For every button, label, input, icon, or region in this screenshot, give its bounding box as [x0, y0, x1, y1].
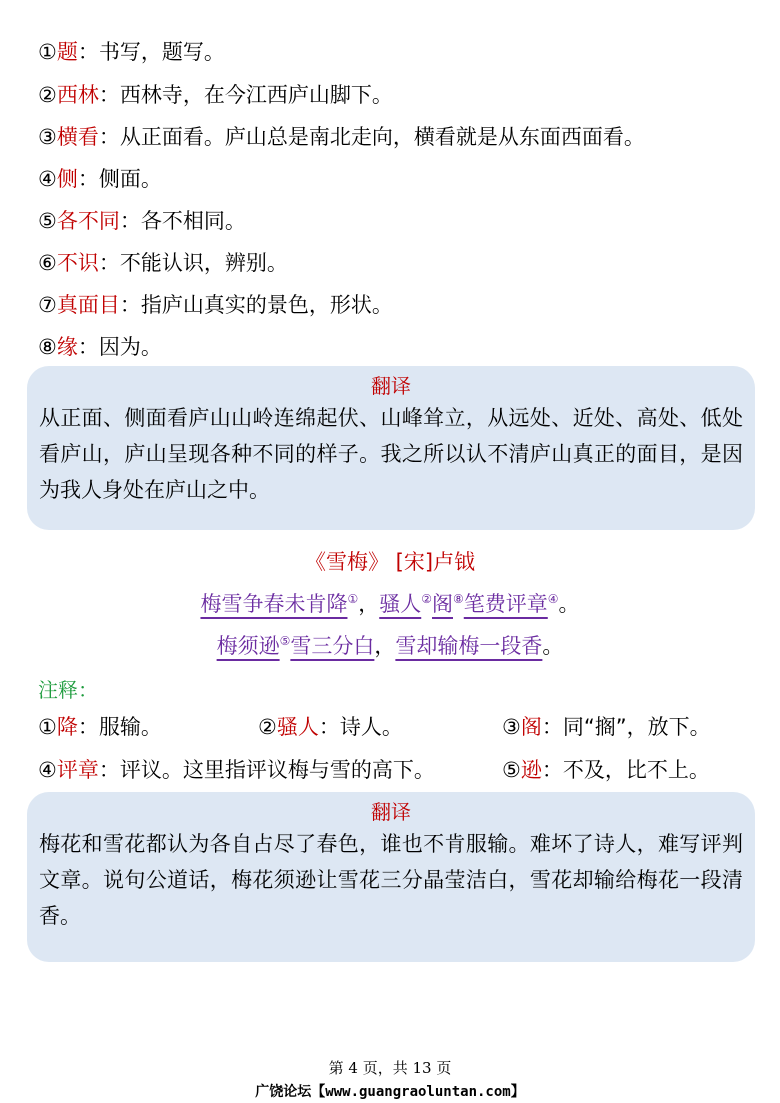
poem-segment: 阁: [432, 592, 453, 616]
note-term: 侧: [56, 167, 78, 191]
poem-segment: 笔费评章: [463, 592, 548, 616]
note-number: ②: [258, 715, 277, 739]
note-item: [38, 80, 393, 110]
poem-segment: 梅须逊: [216, 634, 280, 658]
note-item: [38, 712, 162, 742]
note-item: [38, 755, 435, 785]
note-term: 题: [56, 40, 78, 64]
note-number: ⑤: [502, 758, 521, 782]
note-definition: ：从正面看。庐山总是南北走向，横看就是从东面西面看。: [98, 125, 645, 149]
footnote-marker: ⑤: [279, 634, 291, 648]
note-term: 各不同: [56, 209, 120, 233]
note-definition: ：评议。这里指评议梅与雪的高下。: [98, 758, 435, 782]
poem-segment: 。: [542, 634, 564, 658]
note-item: [38, 164, 162, 194]
note-term: 缘: [56, 335, 78, 359]
translation-box: [27, 792, 755, 962]
note-definition: ：因为。: [77, 335, 162, 359]
note-number: ⑤: [38, 209, 57, 233]
site-footer: 广饶论坛【www.guangraoluntan.com】: [255, 1084, 525, 1100]
note-number: ⑧: [38, 335, 57, 359]
note-item: [38, 206, 246, 236]
note-number: ①: [38, 40, 57, 64]
note-item: [38, 290, 393, 320]
note-term: 阁: [520, 715, 542, 739]
poem-title: 《雪梅》 [宋]卢钺: [304, 550, 476, 574]
poem-segment: 雪却输梅一段香: [395, 634, 543, 658]
poem-line-2: [0, 630, 780, 660]
poem-segment: ，: [358, 592, 380, 616]
translation-text: 梅花和雪花都认为各自占尽了春色，谁也不肯服输。难坏了诗人，难写评判文章。说句公道话，梅花须逊让雪花三分晶莹洁白，雪花却输给梅花一段清香。: [39, 832, 743, 928]
note-definition: ：指庐山真实的景色，形状。: [119, 293, 393, 317]
note-item: [38, 122, 645, 152]
note-term: 横看: [56, 125, 99, 149]
note-definition: ：各不相同。: [119, 209, 246, 233]
note-item: [38, 248, 288, 278]
note-number: ④: [38, 758, 57, 782]
footnote-marker: ①: [347, 592, 359, 606]
note-term: 真面目: [56, 293, 120, 317]
poem-segment: 梅雪争春未肯降: [200, 592, 348, 616]
note-item: [38, 332, 162, 362]
note-item: [502, 755, 710, 785]
translation-text: 从正面、侧面看庐山山岭连绵起伏、山峰耸立，从远处、近处、高处、低处看庐山，庐山呈现各种不同的样子。我之所以认不清庐山真正的面目，是因为我人身处在庐山之中。: [39, 406, 743, 502]
translation-title: 翻译: [371, 800, 411, 824]
note-definition: ：侧面。: [77, 167, 162, 191]
note-definition: ：西林寺，在今江西庐山脚下。: [98, 83, 393, 107]
notes-label: 注释：: [38, 678, 98, 702]
note-number: ⑥: [38, 251, 57, 275]
note-number: ④: [38, 167, 57, 191]
footnote-marker: ②: [421, 592, 432, 606]
page-number: 第 4 页，共 13 页: [328, 1059, 452, 1077]
note-term: 西林: [56, 83, 99, 107]
note-item: [502, 712, 711, 742]
note-number: ⑦: [38, 293, 57, 317]
note-definition: ：诗人。: [318, 715, 403, 739]
footnote-marker: ④: [547, 592, 559, 606]
note-item: [258, 712, 403, 742]
note-term: 降: [56, 715, 78, 739]
poem-line-1: [0, 588, 780, 618]
note-number: ③: [38, 125, 57, 149]
note-definition: ：同“搁”，放下。: [541, 715, 711, 739]
note-term: 逊: [520, 758, 542, 782]
note-number: ③: [502, 715, 521, 739]
poem-segment: 。: [558, 592, 580, 616]
note-definition: ：服输。: [77, 715, 162, 739]
note-definition: ：不及，比不上。: [541, 758, 710, 782]
note-definition: ：书写，题写。: [77, 40, 225, 64]
note-term: 不识: [56, 251, 99, 275]
note-number: ②: [38, 83, 57, 107]
note-term: 骚人: [276, 715, 319, 739]
translation-title: 翻译: [371, 374, 411, 398]
poem-segment: 骚人: [379, 592, 422, 616]
footnote-marker: ⑧: [453, 592, 464, 606]
poem-segment: 雪三分白: [290, 634, 375, 658]
note-number: ①: [38, 715, 57, 739]
note-term: 评章: [56, 758, 99, 782]
poem-segment: ，: [374, 634, 396, 658]
note-definition: ：不能认识，辨别。: [98, 251, 288, 275]
note-item: [38, 37, 225, 67]
translation-box: [27, 366, 755, 530]
